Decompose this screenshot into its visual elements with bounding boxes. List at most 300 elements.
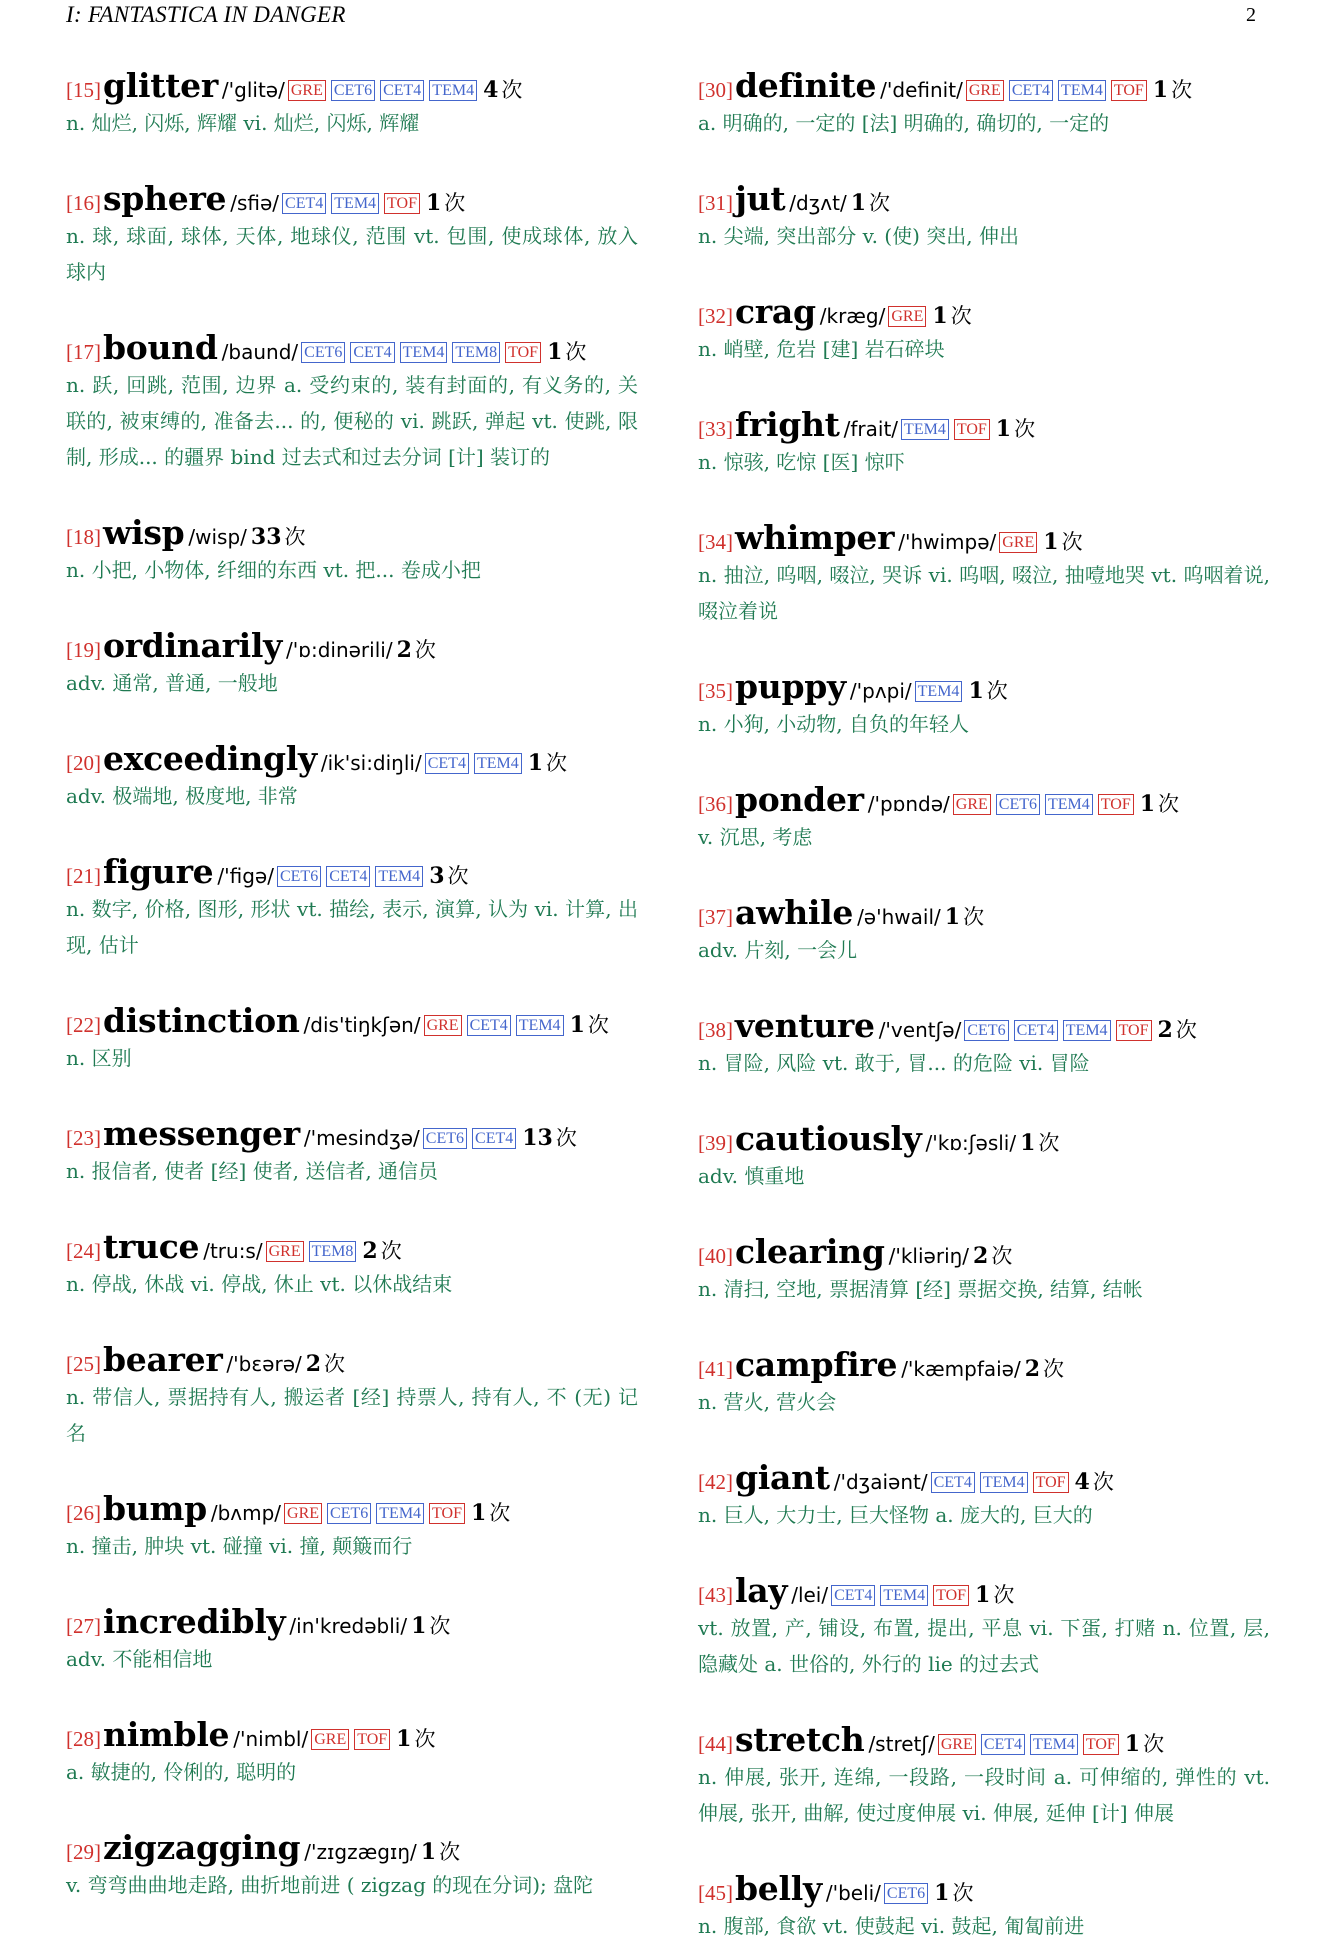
headword: crag xyxy=(735,292,816,331)
exam-tag: GRE xyxy=(266,1241,304,1262)
occurrence-count xyxy=(421,1836,460,1866)
entry-headline xyxy=(698,1458,1270,1497)
entry-headline xyxy=(698,518,1270,557)
vocab-entry xyxy=(698,292,1270,367)
occurrence-count xyxy=(1043,526,1082,556)
exam-tags xyxy=(831,1587,974,1608)
count-unit: 次 xyxy=(555,1126,577,1150)
occurrence-count xyxy=(973,1240,1012,1270)
entry-number: [15] xyxy=(66,78,101,102)
count-unit: 次 xyxy=(1175,1018,1197,1042)
headword: puppy xyxy=(735,667,846,706)
exam-tag: CET6 xyxy=(964,1020,1008,1041)
exam-tag: TOF xyxy=(1098,794,1134,815)
pronunciation: /dʒʌt/ xyxy=(789,191,847,215)
definition: n. 灿烂, 闪烁, 辉耀 vi. 灿烂, 闪烁, 辉耀 xyxy=(66,111,420,135)
definition: n. 腹部, 食欲 vt. 使鼓起 vi. 鼓起, 匍匐前进 xyxy=(698,1914,1085,1938)
entry-headline xyxy=(66,1001,638,1040)
definition: n. 数字, 价格, 图形, 形状 vt. 描绘, 表示, 演算, 认为 vi. 计算, 出现, 估计 xyxy=(66,897,638,957)
exam-tag: CET4 xyxy=(467,1015,511,1036)
count-number: 3 xyxy=(429,863,445,889)
count-unit: 次 xyxy=(439,1840,461,1864)
vocab-entry xyxy=(66,1602,638,1677)
definition: a. 敏捷的, 伶俐的, 聪明的 xyxy=(66,1760,297,1784)
count-number: 2 xyxy=(1157,1017,1173,1043)
entry-number: [41] xyxy=(698,1357,733,1381)
exam-tag: GRE xyxy=(284,1503,322,1524)
count-unit: 次 xyxy=(444,191,466,215)
pronunciation: /'glitə/ xyxy=(221,78,285,102)
entry-number: [36] xyxy=(698,792,733,816)
count-number: 1 xyxy=(425,190,442,216)
entry-headline xyxy=(698,1345,1270,1384)
count-number: 1 xyxy=(420,1839,437,1865)
occurrence-count xyxy=(851,187,890,217)
definition: n. 惊骇, 吃惊 [医] 惊吓 xyxy=(698,450,905,474)
entry-headline xyxy=(698,292,1270,331)
count-number: 1 xyxy=(547,339,563,365)
entry-number: [16] xyxy=(66,191,101,215)
exam-tag: TEM4 xyxy=(429,80,477,101)
headword: bearer xyxy=(103,1340,223,1379)
exam-tag: TEM4 xyxy=(516,1015,564,1036)
vocab-entry xyxy=(66,1114,638,1189)
definition: adv. 慎重地 xyxy=(698,1164,805,1188)
exam-tag: TEM4 xyxy=(1058,80,1106,101)
entry-number: [30] xyxy=(698,78,733,102)
definition: n. 区别 xyxy=(66,1046,132,1070)
entry-number: [44] xyxy=(698,1732,733,1756)
exam-tag: TEM4 xyxy=(400,342,448,363)
occurrence-count xyxy=(396,1723,435,1753)
exam-tag: TOF xyxy=(1111,80,1147,101)
count-unit: 次 xyxy=(950,304,972,328)
count-unit: 次 xyxy=(429,1614,451,1638)
count-number: 1 xyxy=(470,1500,487,1526)
entry-headline xyxy=(66,1340,638,1379)
count-unit: 次 xyxy=(1092,1470,1114,1494)
headword: giant xyxy=(735,1458,830,1497)
vocab-entry xyxy=(698,1458,1270,1533)
occurrence-count xyxy=(934,1877,973,1907)
occurrence-count xyxy=(975,1579,1014,1609)
exam-tag: CET4 xyxy=(326,866,370,887)
exam-tag: GRE xyxy=(999,532,1037,553)
count-unit: 次 xyxy=(284,525,306,549)
entry-number: [23] xyxy=(66,1126,101,1150)
exam-tags xyxy=(301,344,546,365)
count-number: 2 xyxy=(305,1351,322,1377)
headword: glitter xyxy=(103,66,218,105)
pronunciation: /'figə/ xyxy=(217,864,274,888)
entry-headline xyxy=(66,328,638,367)
headword: venture xyxy=(735,1006,875,1045)
occurrence-count xyxy=(483,74,522,104)
pronunciation: /'ɒ:dinərili/ xyxy=(286,638,393,662)
definition: n. 营火, 营火会 xyxy=(698,1390,837,1414)
vocab-entry xyxy=(698,179,1270,254)
vocab-entry xyxy=(698,667,1270,742)
count-number: 1 xyxy=(932,303,948,329)
pronunciation: /'bɛərə/ xyxy=(226,1352,302,1376)
pronunciation: /'dʒaiənt/ xyxy=(833,1470,928,1494)
count-number: 1 xyxy=(944,904,961,930)
headword: ponder xyxy=(735,780,864,819)
occurrence-count xyxy=(1158,1014,1197,1044)
count-unit: 次 xyxy=(963,905,985,929)
vocab-entry xyxy=(66,852,638,963)
count-number: 1 xyxy=(934,1880,950,1906)
definition: n. 尖端, 突出部分 v. (使) 突出, 伸出 xyxy=(698,224,1019,248)
vocab-entry xyxy=(66,1489,638,1564)
exam-tag: TEM4 xyxy=(1030,1734,1078,1755)
vocab-entry xyxy=(66,626,638,701)
headword: ordinarily xyxy=(103,626,283,665)
exam-tag: GRE xyxy=(966,80,1004,101)
headword: distinction xyxy=(103,1001,300,1040)
exam-tags xyxy=(288,82,482,103)
entry-headline xyxy=(66,1602,638,1641)
exam-tag: GRE xyxy=(938,1734,976,1755)
occurrence-count xyxy=(1153,74,1192,104)
exam-tag: TEM4 xyxy=(1045,794,1093,815)
entry-number: [19] xyxy=(66,638,101,662)
pronunciation: /wisp/ xyxy=(188,525,247,549)
headword: cautiously xyxy=(735,1119,922,1158)
definition: v. 弯弯曲曲地走路, 曲折地前进 ( zigzag 的现在分词); 盘陀 xyxy=(66,1873,594,1897)
count-unit: 次 xyxy=(414,638,436,662)
headword: clearing xyxy=(735,1232,885,1271)
count-number: 1 xyxy=(396,1726,412,1752)
exam-tag: CET6 xyxy=(277,866,321,887)
exam-tag: TEM4 xyxy=(915,681,963,702)
vocab-entry xyxy=(66,1227,638,1302)
vocab-entry xyxy=(698,1006,1270,1081)
headword: incredibly xyxy=(103,1602,286,1641)
vocab-entry xyxy=(66,739,638,814)
entry-headline xyxy=(698,179,1270,218)
entry-number: [42] xyxy=(698,1470,733,1494)
occurrence-count xyxy=(528,747,567,777)
count-unit: 次 xyxy=(447,864,469,888)
exam-tag: TOF xyxy=(384,193,420,214)
vocab-entry xyxy=(66,1001,638,1076)
exam-tag: TEM8 xyxy=(309,1241,357,1262)
occurrence-count xyxy=(362,1235,401,1265)
exam-tag: CET4 xyxy=(981,1734,1025,1755)
pronunciation: /tru:s/ xyxy=(203,1239,263,1263)
page-header xyxy=(66,0,1256,30)
entry-number: [25] xyxy=(66,1352,101,1376)
exam-tag: CET4 xyxy=(472,1128,516,1149)
exam-tag: TEM4 xyxy=(331,193,379,214)
exam-tag: TEM4 xyxy=(880,1585,928,1606)
count-number: 1 xyxy=(1152,77,1169,103)
exam-tags xyxy=(953,796,1139,817)
exam-tag: TOF xyxy=(1033,1472,1069,1493)
pronunciation: /'beli/ xyxy=(825,1881,881,1905)
headword: bump xyxy=(103,1489,207,1528)
definition: n. 冒险, 风险 vt. 敢于, 冒... 的危险 vi. 冒险 xyxy=(698,1051,1090,1075)
count-unit: 次 xyxy=(986,679,1008,703)
definition: adv. 通常, 普通, 一般地 xyxy=(66,671,278,695)
exam-tag: TEM4 xyxy=(376,1503,424,1524)
vocab-column-left xyxy=(66,66,638,1903)
headword: awhile xyxy=(735,893,854,932)
headword: definite xyxy=(735,66,877,105)
occurrence-count xyxy=(945,901,984,931)
vocab-entry xyxy=(698,1345,1270,1420)
exam-tag: TOF xyxy=(1083,1734,1119,1755)
pronunciation: /ik'si:diŋli/ xyxy=(320,751,422,775)
occurrence-count xyxy=(996,413,1035,443)
occurrence-count xyxy=(932,300,971,330)
count-unit: 次 xyxy=(869,191,890,215)
entry-number: [38] xyxy=(698,1018,733,1042)
vocab-entry xyxy=(66,513,638,588)
entry-number: [17] xyxy=(66,340,101,364)
exam-tag: CET4 xyxy=(380,80,424,101)
definition: n. 球, 球面, 球体, 天体, 地球仪, 范围 vt. 包围, 使成球体, 放入球内 xyxy=(66,224,638,284)
entry-number: [22] xyxy=(66,1013,101,1037)
exam-tags xyxy=(277,868,428,889)
count-number: 1 xyxy=(411,1613,427,1639)
occurrence-count xyxy=(411,1610,450,1640)
exam-tag: TOF xyxy=(429,1503,465,1524)
entry-headline xyxy=(698,1869,1270,1908)
count-number: 1 xyxy=(1043,529,1059,555)
vocab-entry xyxy=(698,1720,1270,1831)
definition: n. 抽泣, 呜咽, 啜泣, 哭诉 vi. 呜咽, 啜泣, 抽噎地哭 vt. 呜咽着说, 啜泣着说 xyxy=(698,563,1270,623)
exam-tags xyxy=(888,308,931,329)
exam-tag: GRE xyxy=(888,306,926,327)
pronunciation: /'kɒ:ʃəsli/ xyxy=(925,1131,1017,1155)
vocab-entry xyxy=(66,328,638,475)
exam-tag: CET4 xyxy=(1009,80,1053,101)
occurrence-count xyxy=(251,521,306,551)
entry-number: [29] xyxy=(66,1840,101,1864)
entry-number: [40] xyxy=(698,1244,733,1268)
pronunciation: /'kæmpfaiə/ xyxy=(901,1357,1021,1381)
count-number: 1 xyxy=(968,678,984,704)
exam-tag: CET4 xyxy=(1014,1020,1058,1041)
exam-tags xyxy=(424,1017,569,1038)
exam-tags xyxy=(964,1022,1156,1043)
count-number: 2 xyxy=(1024,1356,1041,1382)
exam-tag: GRE xyxy=(311,1729,349,1750)
exam-tag: GRE xyxy=(424,1015,462,1036)
count-number: 1 xyxy=(569,1012,585,1038)
vocab-entry xyxy=(698,780,1270,855)
exam-tag: TEM4 xyxy=(1063,1020,1111,1041)
vocab-entry xyxy=(66,1715,638,1790)
count-unit: 次 xyxy=(991,1244,1013,1268)
vocab-column-right xyxy=(698,66,1270,1944)
exam-tag: CET4 xyxy=(282,193,326,214)
headword: wisp xyxy=(103,513,185,552)
page-number: 2 xyxy=(1246,4,1256,26)
exam-tag: TEM4 xyxy=(375,866,423,887)
exam-tag: TEM4 xyxy=(474,753,522,774)
definition: adv. 极端地, 极度地, 非常 xyxy=(66,784,298,808)
count-unit: 次 xyxy=(414,1727,436,1751)
count-unit: 次 xyxy=(1014,417,1036,441)
entry-number: [33] xyxy=(698,417,733,441)
definition: n. 峭壁, 危岩 [建] 岩石碎块 xyxy=(698,337,945,361)
count-number: 13 xyxy=(522,1125,553,1151)
exam-tag: TOF xyxy=(954,419,990,440)
exam-tags xyxy=(915,683,968,704)
entry-headline xyxy=(66,626,638,665)
pronunciation: /ə'hwail/ xyxy=(857,905,941,929)
definition: n. 清扫, 空地, 票据清算 [经] 票据交换, 结算, 结帐 xyxy=(698,1277,1143,1301)
pronunciation: /'pʌpi/ xyxy=(849,679,912,703)
exam-tag: CET6 xyxy=(327,1503,371,1524)
pronunciation: /'mesindʒə/ xyxy=(303,1126,420,1150)
count-unit: 次 xyxy=(1043,1357,1065,1381)
entry-headline xyxy=(66,1227,638,1266)
vocab-entry xyxy=(66,66,638,141)
occurrence-count xyxy=(471,1497,510,1527)
entry-headline xyxy=(66,739,638,778)
entry-number: [31] xyxy=(698,191,733,215)
exam-tag: CET4 xyxy=(831,1585,875,1606)
exam-tag: GRE xyxy=(953,794,991,815)
definition: n. 带信人, 票据持有人, 搬运者 [经] 持票人, 持有人, 不 (无) 记名 xyxy=(66,1385,638,1445)
count-unit: 次 xyxy=(993,1583,1015,1607)
definition: adv. 不能相信地 xyxy=(66,1647,213,1671)
entry-number: [37] xyxy=(698,905,733,929)
count-number: 1 xyxy=(1139,791,1156,817)
occurrence-count xyxy=(426,187,465,217)
entry-headline xyxy=(698,1571,1270,1610)
headword: lay xyxy=(735,1571,788,1610)
exam-tags xyxy=(884,1885,933,1906)
exam-tags xyxy=(311,1731,395,1752)
pronunciation: /'zɪgzægɪŋ/ xyxy=(304,1840,417,1864)
count-unit: 次 xyxy=(1143,1732,1165,1756)
entry-headline xyxy=(698,66,1270,105)
entry-number: [18] xyxy=(66,525,101,549)
pronunciation: /kræg/ xyxy=(819,304,886,328)
vocab-entry xyxy=(66,179,638,290)
count-unit: 次 xyxy=(1158,792,1180,816)
entry-headline xyxy=(698,1720,1270,1759)
count-unit: 次 xyxy=(952,1881,974,1905)
exam-tag: TEM8 xyxy=(452,342,500,363)
pronunciation: /dis'tiŋkʃən/ xyxy=(303,1013,421,1037)
definition: vt. 放置, 产, 铺设, 布置, 提出, 平息 vi. 下蛋, 打赌 n. 位置, 层, 隐藏处 a. 世俗的, 外行的 lie 的过去式 xyxy=(698,1616,1270,1676)
vocab-entry xyxy=(698,1119,1270,1194)
headword: sphere xyxy=(103,179,227,218)
exam-tag: TEM4 xyxy=(980,1472,1028,1493)
count-number: 2 xyxy=(362,1238,378,1264)
entry-headline xyxy=(66,513,638,552)
count-unit: 次 xyxy=(1038,1131,1060,1155)
entry-number: [32] xyxy=(698,304,733,328)
count-number: 1 xyxy=(975,1582,991,1608)
count-unit: 次 xyxy=(324,1352,346,1376)
exam-tag: CET6 xyxy=(996,794,1040,815)
pronunciation: /'kliəriŋ/ xyxy=(888,1244,970,1268)
entry-number: [28] xyxy=(66,1727,101,1751)
entry-headline xyxy=(66,66,638,105)
occurrence-count xyxy=(968,675,1007,705)
count-number: 1 xyxy=(527,750,544,776)
definition: n. 撞击, 肿块 vt. 碰撞 vi. 撞, 颠簸而行 xyxy=(66,1534,413,1558)
headword: jut xyxy=(735,179,786,218)
definition: n. 伸展, 张开, 连绵, 一段路, 一段时间 a. 可伸缩的, 弹性的 vt. 伸展, 张开, 曲解, 使过度伸展 vi. 伸展, 延伸 [计] 伸展 xyxy=(698,1765,1270,1825)
exam-tag: TOF xyxy=(933,1585,969,1606)
exam-tags xyxy=(282,195,425,216)
entry-number: [35] xyxy=(698,679,733,703)
entry-headline xyxy=(698,1006,1270,1045)
headword: exceedingly xyxy=(103,739,317,778)
occurrence-count xyxy=(570,1009,609,1039)
occurrence-count xyxy=(1140,788,1179,818)
definition: n. 小狗, 小动物, 自负的年轻人 xyxy=(698,712,970,736)
pronunciation: /'pɒndə/ xyxy=(867,792,950,816)
exam-tag: CET4 xyxy=(425,753,469,774)
headword: belly xyxy=(735,1869,822,1908)
entry-number: [39] xyxy=(698,1131,733,1155)
headword: zigzagging xyxy=(103,1828,301,1867)
vocab-entry xyxy=(698,66,1270,141)
entry-headline xyxy=(66,1114,638,1153)
exam-tags xyxy=(901,421,995,442)
entry-number: [20] xyxy=(66,751,101,775)
headword: nimble xyxy=(103,1715,230,1754)
count-unit: 次 xyxy=(489,1501,511,1525)
definition: n. 跃, 回跳, 范围, 边界 a. 受约束的, 装有封面的, 有义务的, 关联的, 被束缚的, 准备去... 的, 便秘的 vi. 跳跃, 弹起 vt. 使跳, 限制, 形成... 的疆界 bind 过去式和过去分词 [计] 装订的 xyxy=(66,373,638,469)
entry-headline xyxy=(66,1828,638,1867)
count-unit: 次 xyxy=(1061,530,1083,554)
occurrence-count xyxy=(397,634,436,664)
pronunciation: /frait/ xyxy=(843,417,899,441)
vocab-entry xyxy=(698,1571,1270,1682)
pronunciation: /bʌmp/ xyxy=(210,1501,282,1525)
vocab-entry xyxy=(698,1869,1270,1944)
exam-tags xyxy=(425,755,527,776)
count-unit: 次 xyxy=(587,1013,609,1037)
pronunciation: /'ventʃə/ xyxy=(878,1018,962,1042)
occurrence-count xyxy=(1125,1728,1164,1758)
entry-headline xyxy=(698,405,1270,444)
count-unit: 次 xyxy=(501,78,523,102)
entry-headline xyxy=(698,780,1270,819)
exam-tag: CET6 xyxy=(884,1883,928,1904)
entry-headline xyxy=(66,1489,638,1528)
definition: n. 报信者, 使者 [经] 使者, 送信者, 通信员 xyxy=(66,1159,439,1183)
occurrence-count xyxy=(1025,1353,1064,1383)
count-unit: 次 xyxy=(546,751,568,775)
entry-number: [43] xyxy=(698,1583,733,1607)
definition: n. 停战, 休战 vi. 停战, 休止 vt. 以休战结束 xyxy=(66,1272,453,1296)
occurrence-count xyxy=(547,336,586,366)
definition: v. 沉思, 考虑 xyxy=(698,825,813,849)
exam-tag: TEM4 xyxy=(901,419,949,440)
occurrence-count xyxy=(522,1122,577,1152)
headword: messenger xyxy=(103,1114,300,1153)
occurrence-count xyxy=(429,860,468,890)
vocab-entry xyxy=(66,1340,638,1451)
exam-tags xyxy=(423,1130,521,1151)
pronunciation: /in'kredəbli/ xyxy=(289,1614,408,1638)
pronunciation: /'hwimpə/ xyxy=(898,530,997,554)
pronunciation: /lei/ xyxy=(791,1583,829,1607)
entry-headline xyxy=(698,893,1270,932)
entry-headline xyxy=(66,1715,638,1754)
